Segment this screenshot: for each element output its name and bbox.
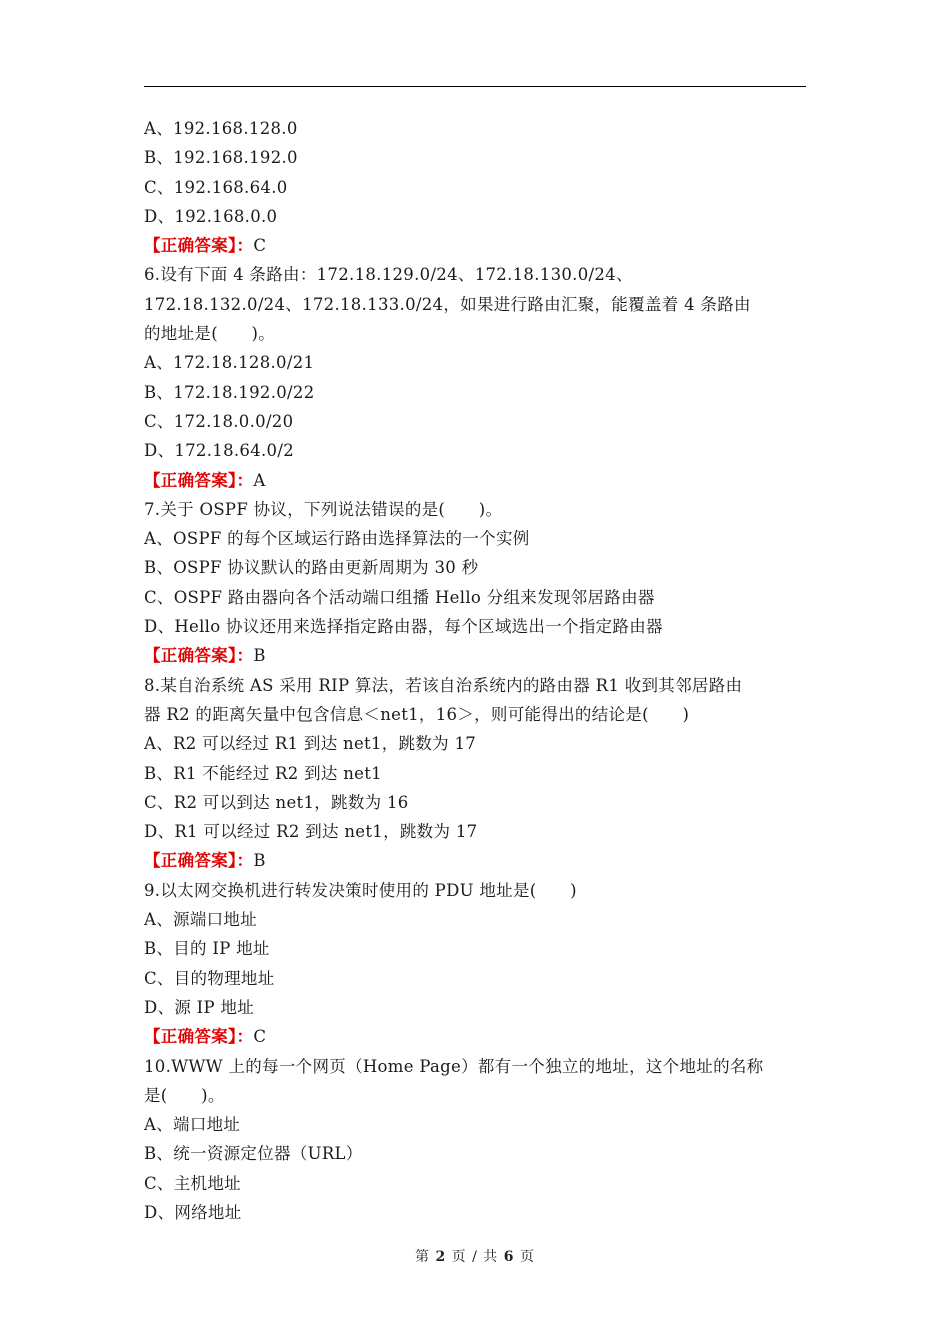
- q8-stem-line-1: 8.某自治系统 AS 采用 RIP 算法，若该自治系统内的路由器 R1 收到其邻居路由: [144, 675, 743, 695]
- q6-option-c: C、172.18.0.0/20: [144, 411, 294, 431]
- q7-option-d: D、Hello 协议还用来选择指定路由器，每个区域选出一个指定路由器: [144, 617, 663, 637]
- q7-stem-line-1: 7.关于 OSPF 协议，下列说法错误的是( )。: [144, 499, 503, 519]
- q9-option-a: A、源端口地址: [144, 910, 258, 930]
- footer-current-page: 2: [435, 1249, 447, 1265]
- page-content: [144, 114, 806, 1227]
- answer-label: 【正确答案】：: [144, 646, 254, 666]
- answer-label: 【正确答案】：: [144, 1027, 254, 1047]
- q10-option-c: C、主机地址: [144, 1173, 241, 1193]
- q8-answer: [144, 846, 806, 875]
- footer-prefix: 第: [415, 1249, 436, 1265]
- q5-option-a: A、192.168.128.0: [144, 119, 298, 138]
- q7-option-a: A、OSPF 的每个区域运行路由选择算法的一个实例: [144, 529, 530, 549]
- q5-option-d: D、192.168.0.0: [144, 206, 278, 226]
- answer-value: C: [253, 236, 267, 256]
- answer-value: A: [253, 470, 266, 490]
- q8-option-b: B、R1 不能经过 R2 到达 net1: [144, 763, 382, 783]
- header-rule: [144, 86, 806, 87]
- q9-stem-line-1: 9.以太网交换机进行转发决策时使用的 PDU 地址是( ): [144, 880, 577, 900]
- q8-option-c: C、R2 可以到达 net1，跳数为 16: [144, 792, 409, 812]
- q6-stem-line-1: 6.设有下面 4 条路由：172.18.129.0/24、172.18.130.0/24、: [144, 265, 633, 285]
- q10-option-b: B、统一资源定位器（URL）: [144, 1144, 363, 1164]
- answer-value: B: [253, 646, 266, 666]
- q5-option-b: B、192.168.192.0: [144, 148, 298, 168]
- q8-option-a: A、R2 可以经过 R1 到达 net1，跳数为 17: [144, 734, 477, 754]
- q6-stem-line-3: 的地址是( )。: [144, 324, 276, 344]
- q8-stem-line-2: 器 R2 的距离矢量中包含信息＜net1，16＞，则可能得出的结论是( ): [144, 704, 690, 724]
- footer-suffix: 页: [514, 1249, 535, 1265]
- answer-value: B: [253, 851, 266, 871]
- q6-option-d: D、172.18.64.0/2: [144, 441, 295, 461]
- answer-value: C: [253, 1027, 267, 1047]
- q6-answer: [144, 466, 806, 495]
- q10-option-a: A、端口地址: [144, 1115, 241, 1135]
- q10-stem-line-1: 10.WWW 上的每一个网页（Home Page）都有一个独立的地址，这个地址的名称: [144, 1056, 764, 1076]
- q6-option-a: A、172.18.128.0/21: [144, 353, 315, 373]
- q5-answer: [144, 231, 806, 260]
- answer-label: 【正确答案】：: [144, 851, 254, 871]
- q9-option-c: C、目的物理地址: [144, 968, 275, 988]
- answer-label: 【正确答案】：: [144, 236, 254, 256]
- answer-label: 【正确答案】：: [144, 470, 254, 490]
- q9-option-d: D、源 IP 地址: [144, 997, 255, 1017]
- q8-option-d: D、R1 可以经过 R2 到达 net1，跳数为 17: [144, 822, 478, 842]
- footer-middle: 页 / 共: [446, 1249, 504, 1265]
- footer-total-pages: 6: [503, 1249, 515, 1265]
- q5-option-c: C、192.168.64.0: [144, 177, 288, 197]
- q10-stem-line-2: 是( )。: [144, 1085, 225, 1105]
- q7-answer: [144, 641, 806, 670]
- q9-answer: [144, 1022, 806, 1051]
- page-footer: [0, 1246, 950, 1266]
- q10-option-d: D、网络地址: [144, 1202, 242, 1222]
- q6-option-b: B、172.18.192.0/22: [144, 382, 315, 402]
- q7-option-b: B、OSPF 协议默认的路由更新周期为 30 秒: [144, 558, 479, 578]
- q7-option-c: C、OSPF 路由器向各个活动端口组播 Hello 分组来发现邻居路由器: [144, 587, 655, 607]
- q9-option-b: B、目的 IP 地址: [144, 939, 270, 959]
- q6-stem-line-2: 172.18.132.0/24、172.18.133.0/24，如果进行路由汇聚，能覆盖着 4 条路由: [144, 294, 751, 314]
